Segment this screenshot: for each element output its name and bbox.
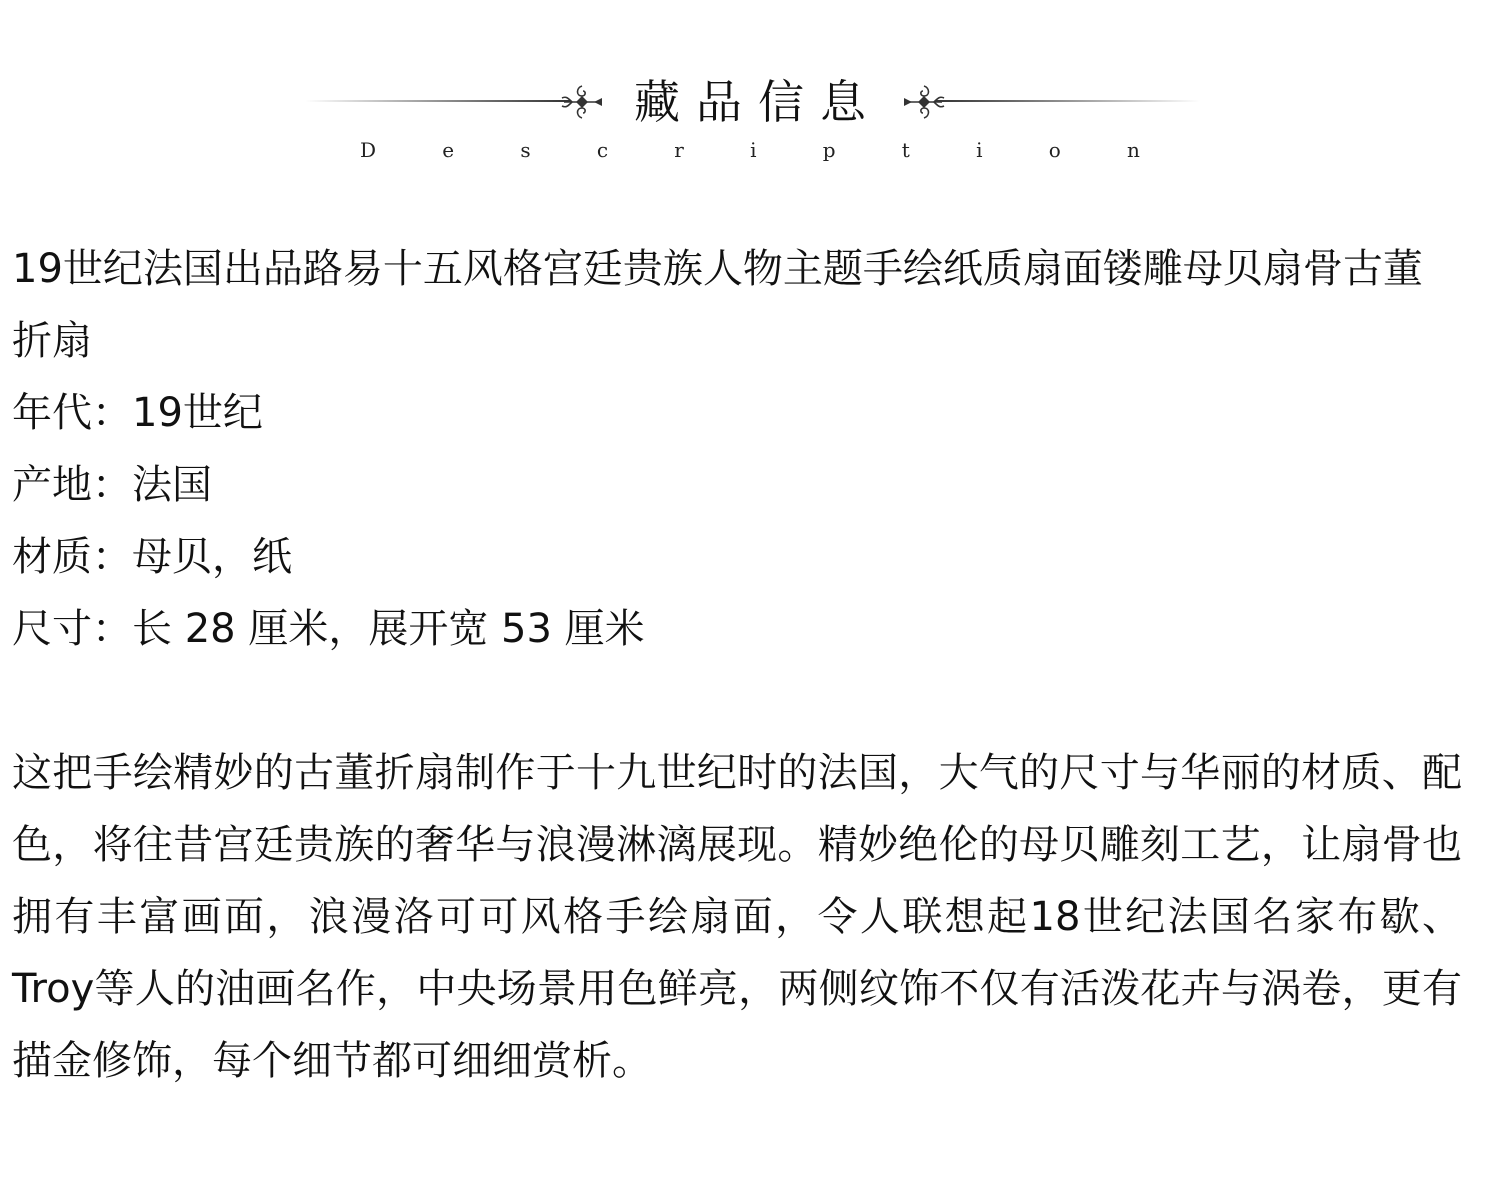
description-paragraph: 这把手绘精妙的古董折扇制作于十九世纪时的法国，大气的尺寸与华丽的材质、配色，将往昔宫廷贵族的奢华与浪漫淋漓展现。精妙绝伦的母贝雕刻工艺，让扇骨也拥有丰富画面，浪漫洛可可风格手绘扇面，令人联想起18世纪法国名家布歇、Troy等人的油画名作，中央场景用色鲜亮，两侧纹饰不仅有活泼花卉与涡卷，更有描金修饰，每个细节都可细细赏析。 — [12, 750, 1462, 1084]
page-title: 藏品信息 — [634, 75, 882, 129]
info-era: 年代：19世纪 — [12, 390, 263, 436]
subtitle-letter: n — [1126, 138, 1140, 162]
product-title: 19世纪法国出品路易十五风格宫廷贵族人物主题手绘纸质扇面镂雕母贝扇骨古董折扇 — [12, 246, 1423, 364]
subtitle-letter: s — [520, 138, 531, 162]
info-block — [12, 233, 1462, 665]
subtitle-letter: i — [976, 138, 983, 162]
subtitle-letter: t — [901, 138, 910, 162]
subtitle-letter: c — [596, 138, 609, 162]
subtitle-letter: i — [750, 138, 757, 162]
info-size: 尺寸：长 28 厘米，展开宽 53 厘米 — [12, 606, 645, 652]
subtitle-letter: e — [442, 138, 455, 162]
section-header — [0, 60, 1500, 180]
page-subtitle — [360, 138, 1140, 162]
scroll-flourish-icon — [900, 78, 948, 126]
subtitle-letter: p — [822, 138, 836, 162]
info-origin: 产地：法国 — [12, 462, 212, 508]
header-rule-right — [935, 100, 1200, 102]
info-material: 材质：母贝，纸 — [12, 534, 292, 580]
subtitle-letter: o — [1048, 138, 1061, 162]
subtitle-letter: r — [674, 138, 684, 162]
subtitle-letter: D — [360, 138, 377, 162]
